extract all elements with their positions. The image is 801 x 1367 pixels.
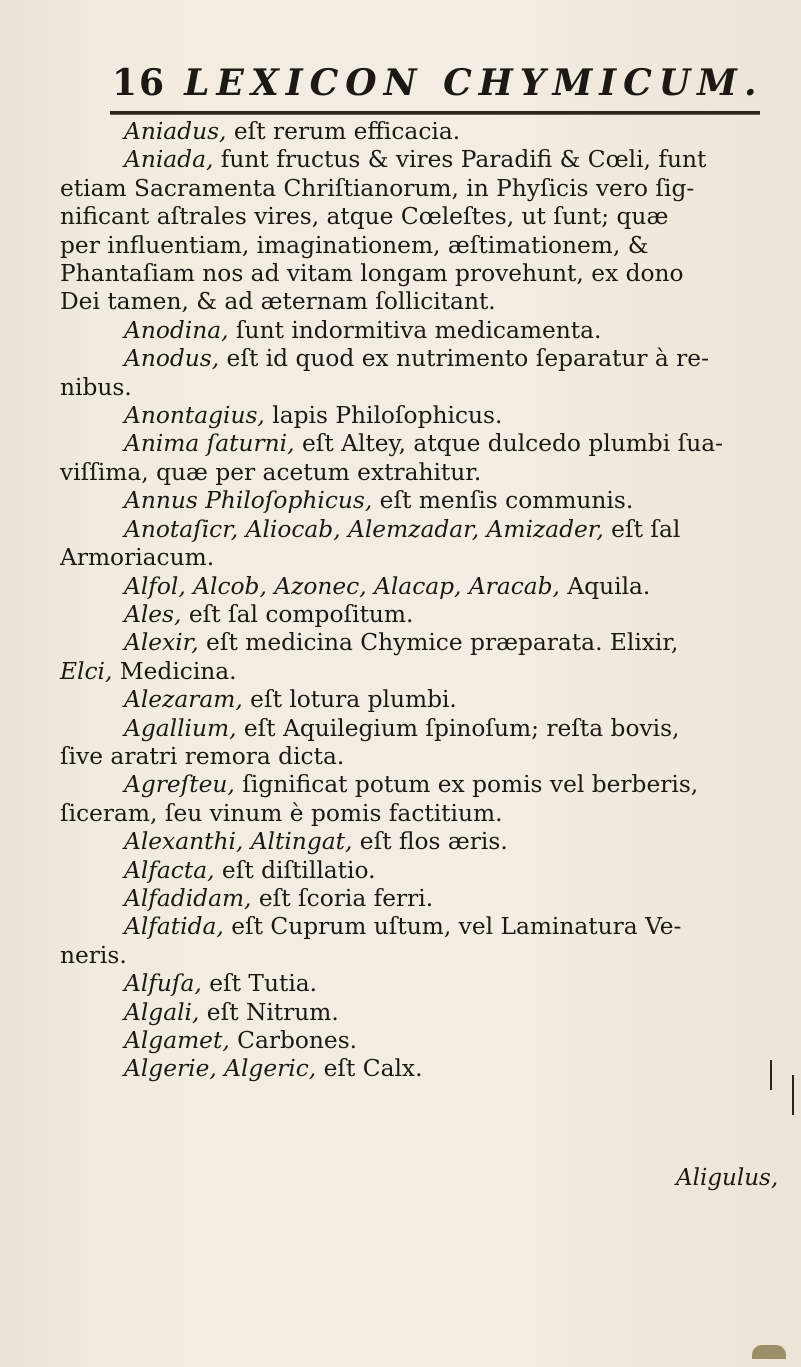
definition-text: eſt Nitrum.	[199, 998, 339, 1026]
text-line	[60, 260, 795, 288]
definition-text: eſt Tutia.	[201, 970, 318, 998]
headword: Algamet,	[124, 1027, 230, 1054]
headword: Algerie, Algeric,	[124, 1055, 317, 1083]
text-line	[60, 686, 795, 714]
definition-text: eſt Aquilegium ſpinoſum; reſta bovis,	[236, 714, 680, 742]
text-line	[60, 345, 795, 373]
definition-text: eſt ſal compoſitum.	[181, 600, 414, 628]
text-line	[60, 374, 795, 402]
definition-text: eſt ſcoria ferri.	[251, 884, 434, 912]
headword: Algali,	[124, 998, 200, 1026]
text-line	[60, 743, 795, 771]
headword: Aniada,	[124, 146, 214, 174]
definition-text: per influentiam, imaginationem, æſtimationem, &	[60, 231, 649, 259]
text-line	[60, 828, 795, 856]
headword: Alfuſa,	[124, 970, 202, 998]
text-line	[60, 715, 795, 743]
definition-text: eſt diſtillatio.	[214, 856, 376, 884]
definition-text: Carbones.	[229, 1027, 358, 1054]
definition-text: ſive aratri remora dicta.	[60, 742, 345, 770]
headword: Annus Philoſophicus,	[124, 487, 373, 515]
headword: Alexir,	[124, 629, 199, 657]
definition-text: lapis Philoſophicus.	[264, 402, 503, 430]
headword: Alfol, Alcob, Azonec, Alacap, Aracab,	[124, 572, 560, 600]
headword: Aniadus,	[124, 118, 227, 145]
running-title: LEXICON CHYMICUM.	[184, 62, 764, 104]
text-line	[60, 175, 795, 203]
text-line	[60, 629, 795, 657]
headword: Anontagius,	[124, 402, 265, 430]
text-line	[60, 771, 795, 799]
text-line	[60, 601, 795, 629]
definition-text: eſt id quod ex nutrimento ſeparatur à re-	[219, 345, 709, 373]
definition-text: eſt rerum efficacia.	[226, 118, 461, 145]
text-line	[60, 544, 795, 572]
definition-text: Aquila.	[559, 572, 651, 600]
text-line	[60, 402, 795, 430]
headword: Anodina,	[124, 316, 229, 344]
definition-text: nibus.	[60, 373, 132, 401]
text-line	[60, 573, 795, 601]
definition-text: Medicina.	[112, 657, 237, 685]
margin-mark	[792, 1075, 794, 1115]
headword: Alezaram,	[124, 686, 243, 714]
definition-text: ſignificat potum ex pomis vel berberis,	[234, 771, 699, 799]
headword: Elci,	[60, 657, 113, 685]
headword: Alexanthi, Altingat,	[124, 828, 353, 856]
definition-text: eſt Calx.	[316, 1055, 423, 1083]
text-line	[60, 999, 795, 1027]
definition-text: eſt ſal	[603, 515, 681, 543]
text-line	[60, 885, 795, 913]
text-line	[60, 487, 795, 515]
definition-text: ſunt indormitiva medicamenta.	[228, 316, 602, 344]
text-line	[60, 288, 795, 316]
definition-text: nificant aſtrales vires, atque Cœleſtes, ut ſunt; quæ	[60, 203, 669, 231]
text-line	[60, 430, 795, 458]
margin-mark	[770, 1060, 772, 1090]
text-line	[60, 913, 795, 941]
text-line	[60, 658, 795, 686]
text-line	[60, 1027, 795, 1055]
headword: Alfatida,	[124, 913, 224, 941]
text-line	[60, 1055, 795, 1083]
definition-text: neris.	[60, 941, 127, 969]
text-line	[60, 146, 795, 174]
catchword: Aligulus,	[676, 1165, 779, 1191]
page-number: 16	[112, 62, 167, 104]
headword: Ales,	[124, 600, 182, 628]
running-header	[112, 62, 772, 112]
definition-text: funt fructus & vires Paradifi & Cœli, funt	[213, 146, 707, 174]
headword: Anima ſaturni,	[124, 430, 295, 458]
definition-text: Phantaſiam nos ad vitam longam provehunt, ex dono	[60, 260, 684, 288]
headword: Agreſteu,	[124, 771, 235, 799]
definition-text: eſt Cuprum uſtum, vel Laminatura Ve-	[223, 913, 682, 941]
text-line	[60, 800, 795, 828]
dictionary-text	[60, 118, 795, 1084]
text-line	[60, 516, 795, 544]
text-line	[60, 203, 795, 231]
definition-text: eſt lotura plumbi.	[242, 686, 457, 714]
headword: Anodus,	[124, 345, 220, 373]
definition-text: ſiceram, ſeu vinum è pomis factitium.	[60, 799, 503, 827]
headword: Anotaſicr, Aliocab, Alemzadar, Amizader,	[124, 515, 604, 543]
text-line	[60, 317, 795, 345]
definition-text: eſt medicina Chymice præparata. Elixir,	[198, 629, 679, 657]
definition-text: Dei tamen, & ad æternam ſollicitant.	[60, 288, 496, 316]
header-rule	[110, 111, 760, 115]
definition-text: eſt flos æris.	[352, 828, 508, 856]
definition-text: etiam Sacramenta Chriſtianorum, in Phyſicis vero ſig-	[60, 174, 695, 202]
text-line	[60, 942, 795, 970]
headword: Agallium,	[124, 714, 237, 742]
corner-ink-mark	[752, 1345, 786, 1359]
text-line	[60, 459, 795, 487]
headword: Alfacta,	[124, 856, 215, 884]
definition-text: Armoriacum.	[60, 544, 215, 572]
text-line	[60, 857, 795, 885]
definition-text: eſt menſis communis.	[372, 487, 634, 515]
definition-text: eſt Altey, atque dulcedo plumbi ſua-	[294, 430, 723, 458]
text-line	[60, 118, 795, 146]
headword: Alfadidam,	[124, 884, 252, 912]
text-line	[60, 970, 795, 998]
text-line	[60, 232, 795, 260]
definition-text: viſſima, quæ per acetum extrahitur.	[60, 458, 482, 486]
